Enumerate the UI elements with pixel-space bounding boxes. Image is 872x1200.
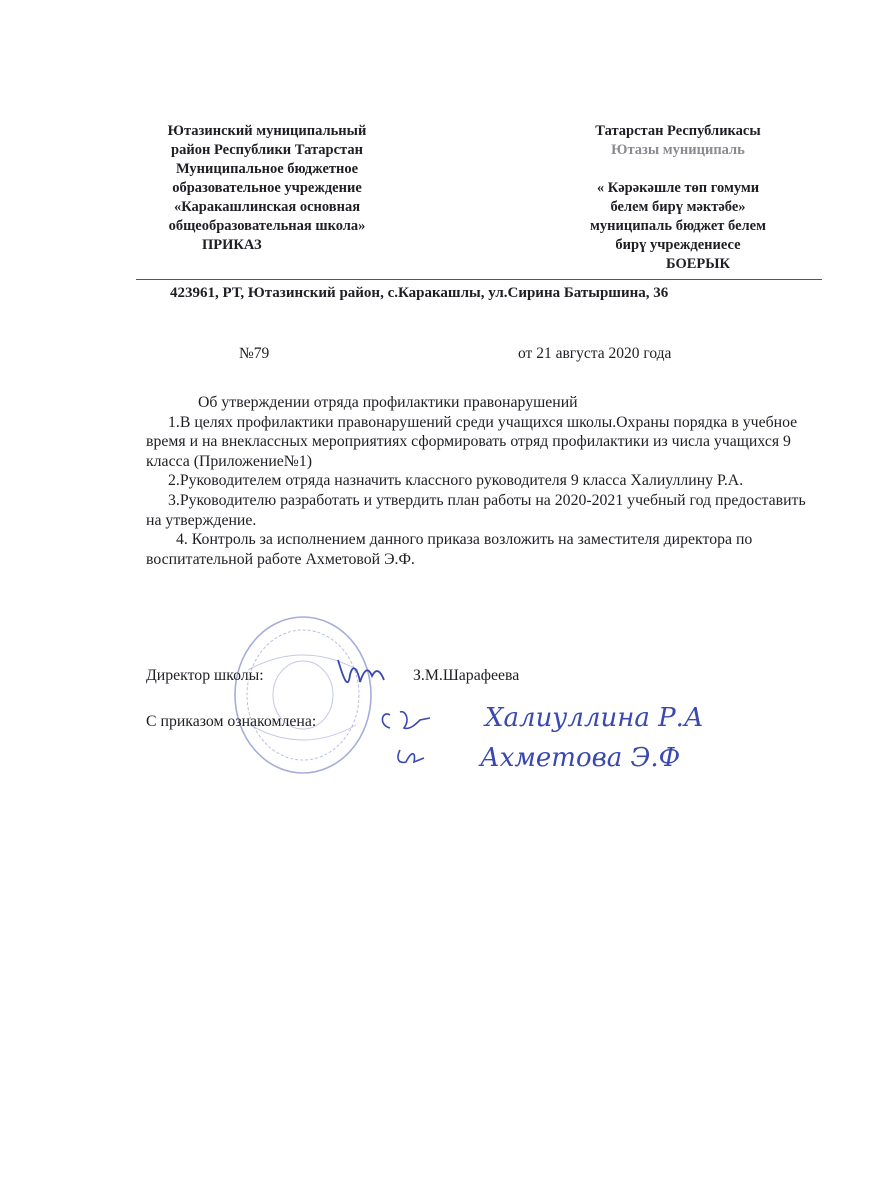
header-right-line: бирү учреждениесе (615, 237, 741, 253)
order-word-russian: ПРИКАЗ (202, 237, 262, 253)
order-title: Об утверждении отряда профилактики правонарушений (198, 394, 578, 411)
header-left-line: общеобразовательная школа» (168, 218, 366, 234)
signature-mark-2-icon (398, 750, 424, 762)
header-right-line: Татарстан Республикасы (595, 123, 761, 139)
handwritten-name-2: Ахметова Э.Ф (480, 743, 681, 773)
header-left-line: Ютазинский муниципальный (167, 123, 367, 139)
header-left-line: образовательное учреждение (172, 180, 362, 196)
order-paragraph-1: 1.В целях профилактики правонарушений среди учащихся школы.Охраны порядка в учебное время и на внеклассных мероприятиях сформировать отряд профилактики из числа учащихся 9 класса (Приложение№1) (146, 413, 798, 470)
order-date: от 21 августа 2020 года (518, 345, 672, 362)
director-signature-icon (338, 660, 384, 682)
order-number: №79 (239, 345, 270, 362)
header-divider (136, 279, 822, 280)
header-left-block (138, 122, 396, 255)
header-left-line: Муниципальное бюджетное (175, 161, 359, 177)
header-right-line: Ютазы муниципаль (611, 142, 745, 158)
order-word-tatar: БОЕРЫК (665, 256, 731, 272)
director-label: Директор школы: (146, 667, 264, 684)
header-right-spacer (562, 160, 794, 179)
school-address: 423961, РТ, Ютазинский район, с.Каракашлы, ул.Сирина Батыршина, 36 (170, 285, 669, 301)
signature-mark-1-icon (382, 712, 430, 729)
header-right-line: муниципаль бюджет белем (590, 218, 766, 234)
handwritten-signatures (320, 640, 760, 780)
acquainted-label: С приказом ознакомлена: (146, 713, 317, 730)
order-paragraph-4: 4. Контроль за исполнением данного приказа возложить на заместителя директора по воспитательной работе Ахметовой Э.Ф. (146, 531, 753, 568)
director-name: З.М.Шарафеева (413, 667, 520, 684)
order-paragraph-2: 2.Руководителем отряда назначить классного руководителя 9 класса Халиуллину Р.А. (168, 472, 744, 490)
header-right-line: « Кәрәкәшле төп гомуми (596, 180, 760, 196)
order-body (146, 393, 818, 569)
header-right-block (562, 122, 794, 274)
header-right-line: белем бирү мәктәбе» (610, 199, 746, 215)
header-left-line: район Республики Татарстан (171, 142, 363, 158)
handwritten-name-1: Халиуллина Р.А (485, 703, 704, 733)
order-paragraph-3: 3.Руководителю разработать и утвердить план работы на 2020-2021 учебный год предоставить на утверждение. (146, 491, 806, 529)
header-left-line: «Каракашлинская основная (173, 199, 361, 215)
